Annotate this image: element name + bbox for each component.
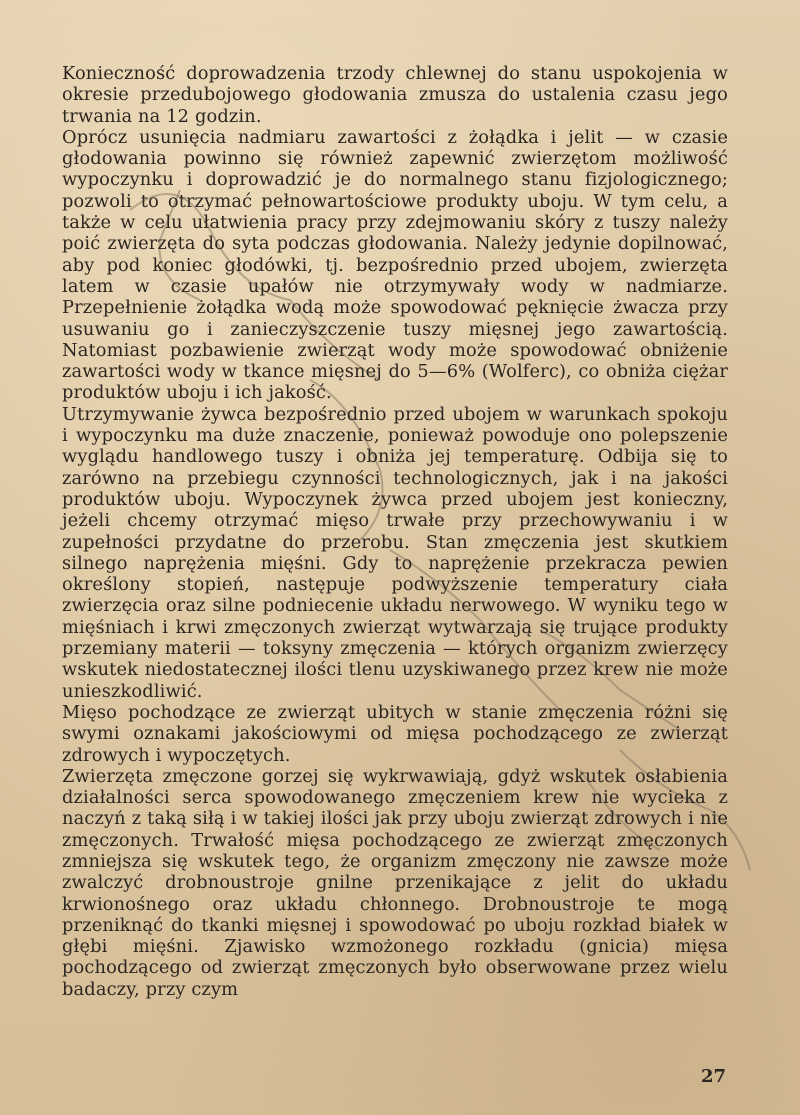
page-number: 27 <box>700 1066 726 1087</box>
paragraph: Mięso pochodzące ze zwierząt ubitych w stanie zmęczenia różni się swymi oznakami jakościowymi od mięsa pochodzącego ze zwierząt zdrowych i wypoczętych. <box>62 701 728 766</box>
paragraph: Utrzymywanie żywca bezpośrednio przed ubojem w warunkach spokoju i wypoczynku ma duże znaczenie, ponieważ powoduje ono polepszenie wyglądu handlowego tuszy i obniża jej temperaturę. Odbija się to zarówno na przebiegu czynności technologicznych, jak i na jakości produktów uboju. Wypoczynek żywca przed ubojem jest konieczny, jeżeli chcemy otrzymać mięso trwałe przy przechowywaniu i w zupełności przydatne do przerobu. Stan zmęczenia jest skutkiem silnego naprężenia mięśni. Gdy to naprężenie przekracza pewien określony stopień, następuje podwyższenie temperatury ciała zwierzęcia oraz silne podniecenie układu nerwowego. W wyniku tego w mięśniach i krwi zmęczonych zwierząt wytwarzają się trujące produkty przemiany materii — toksyny zmęczenia — których organizm zwierzęcy wskutek niedostatecznej ilości tlenu uzyskiwanego przez krew nie może unieszkodliwić. <box>62 403 728 702</box>
paragraph: Zwierzęta zmęczone gorzej się wykrwawiają, gdyż wskutek osłabienia działalności serca spowodowanego zmęczeniem krew nie wycieka z naczyń z taką siłą i w takiej ilości jak przy uboju zwierząt zdrowych i nie zmęczonych. Trwałość mięsa pochodzącego ze zwierząt zmęczonych zmniejsza się wskutek tego, że organizm zmęczony nie zawsze może zwalczyć drobnoustroje gnilne przenikające z jelit do układu krwionośnego oraz układu chłonnego. Drobnoustroje te mogą przeniknąć do tkanki mięsnej i spowodować po uboju rozkład białek w głębi mięśni. Zjawisko wzmożonego rozkładu (gnicia) mięsa pochodzącego od zwierząt zmęczonych było obserwowane przez wielu badaczy, przy czym <box>62 765 728 1000</box>
paragraph: Oprócz usunięcia nadmiaru zawartości z żołądka i jelit — w czasie głodowania powinno się również zapewnić zwierzętom możliwość wypoczynku i doprowadzić je do normalnego stanu fizjologicznego; pozwoli to otrzymać pełnowartościowe produkty uboju. W tym celu, a także w celu ułatwienia pracy przy zdejmowaniu skóry z tuszy należy poić zwierzęta do syta podczas głodowania. Należy jedynie dopilnować, aby pod koniec głodówki, tj. bezpośrednio przed ubojem, zwierzęta latem w czasie upałów nie otrzymywały wody w nadmiarze. Przepełnienie żołądka wodą może spowodować pęknięcie żwacza przy usuwaniu go i zanieczyszczenie tuszy mięsnej jego zawartością. Natomiast pozbawienie zwierząt wody może spowodować obniżenie zawartości wody w tkance mięsnej do 5—6% (Wolferc), co obniża ciężar produktów uboju i ich jakość. <box>62 126 728 404</box>
paragraph: Konieczność doprowadzenia trzody chlewnej do stanu uspokojenia w okresie przedubojowego głodowania zmusza do ustalenia czasu jego trwania na 12 godzin. <box>62 63 728 127</box>
body-text <box>62 63 728 1000</box>
